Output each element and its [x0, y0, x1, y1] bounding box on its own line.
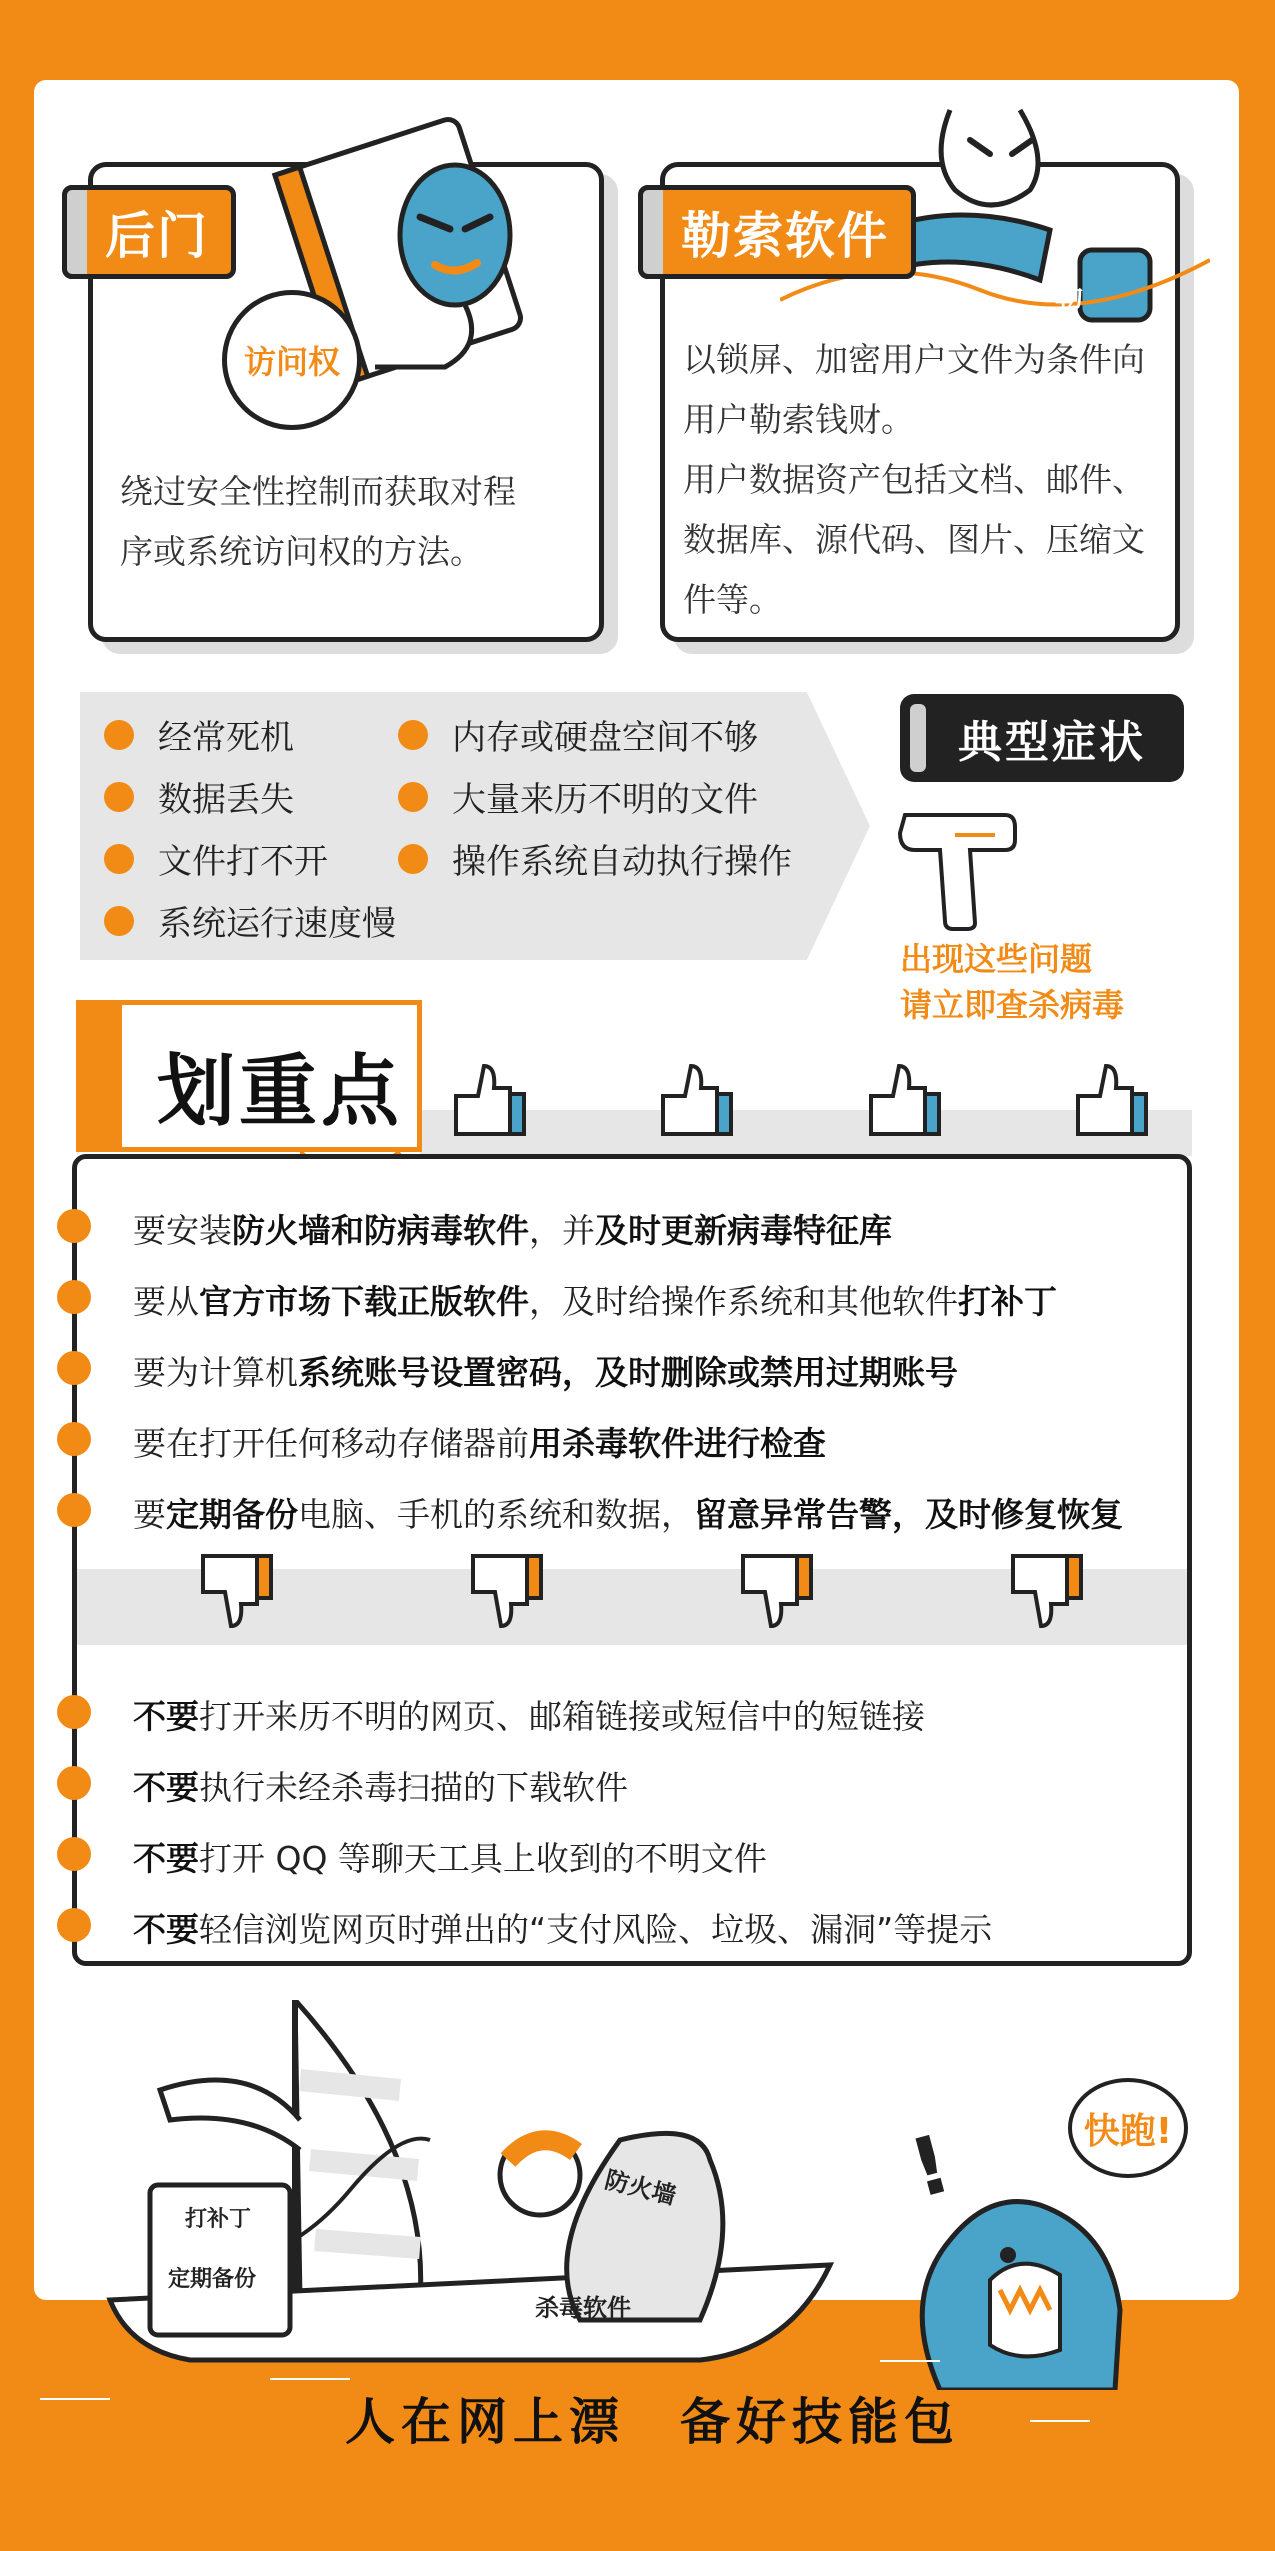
thumbs-down-icon [465, 1548, 545, 1632]
bullet-dot [57, 1837, 91, 1871]
ransomware-text-line: 用户勒索钱财。 [683, 400, 914, 439]
ransomware-text-line: 用户数据资产包括文档、邮件、 [683, 460, 1145, 499]
shout-text: 快跑! [1083, 2110, 1173, 2152]
bullet-dot [57, 1908, 91, 1942]
symptom-item [398, 710, 758, 759]
bullet-dot [57, 1493, 91, 1527]
dont-rule: 不要轻信浏览网页时弹出的“支付风险、垃圾、漏洞”等提示 [133, 1910, 993, 1949]
bullet-dot [57, 1766, 91, 1800]
symptom-item [398, 834, 792, 883]
symptom-item [104, 834, 328, 883]
sailboat-illustration [100, 2000, 840, 2370]
thermometer-gun-icon [895, 805, 1025, 935]
backdoor-description [120, 462, 516, 582]
ransomware-text-line: 数据库、源代码、图片、压缩文 [683, 520, 1145, 559]
symptom-item [398, 772, 758, 821]
symptom-text: 文件打不开 [158, 842, 328, 882]
thumbs-down-icon [735, 1548, 815, 1632]
ransomware-text-line: 件等。 [683, 580, 782, 619]
bullet-dot [398, 720, 428, 750]
do-rule: 要为计算机系统账号设置密码，及时删除或禁用过期账号 [133, 1353, 958, 1392]
thumbs-up-icon [448, 1060, 528, 1140]
dont-rule: 不要打开来历不明的网页、邮箱链接或短信中的短链接 [133, 1697, 925, 1736]
ransomware-label [638, 185, 916, 279]
exclaim-mark: ! [900, 2116, 960, 2217]
symptom-text: 系统运行速度慢 [158, 904, 396, 944]
symptoms-advice [900, 936, 1124, 1028]
sack-label-firewall: 防火墙 [602, 2165, 679, 2211]
water-line [270, 2378, 350, 2380]
key-points-title: 划重点 [157, 1047, 404, 1137]
backdoor-label-text: 后门 [105, 207, 209, 265]
slogan-left: 人在网上漂 [345, 2393, 625, 2451]
dont-rule: 不要打开 QQ 等聊天工具上收到的不明文件 [133, 1839, 767, 1878]
bullet-dot [57, 1422, 91, 1456]
bullet-dot [104, 906, 134, 936]
backdoor-label [62, 185, 236, 279]
bullet-dot [398, 844, 428, 874]
thumbs-down-icon [1005, 1548, 1085, 1632]
typical-symptoms-badge [900, 694, 1184, 782]
symptom-item [104, 710, 294, 759]
bullet-dot [104, 844, 134, 874]
bullet-dot [104, 720, 134, 750]
thumbs-up-icon [863, 1060, 943, 1140]
thumbs-up-icon [655, 1060, 735, 1140]
do-rule: 要安装防火墙和防病毒软件，并及时更新病毒特征库 [133, 1211, 892, 1250]
access-tag [222, 290, 362, 430]
do-rule: 要在打开任何移动存储器前用杀毒软件进行检查 [133, 1424, 826, 1463]
thumbs-up-icon [1070, 1060, 1150, 1140]
symptom-text: 内存或硬盘空间不够 [452, 718, 758, 758]
slogan-right: 备好技能包 [680, 2393, 960, 2451]
symptom-text: 大量来历不明的文件 [452, 780, 758, 820]
symptom-text: 操作系统自动执行操作 [452, 842, 792, 882]
water-line [40, 2398, 110, 2400]
backdoor-text-line: 序或系统访问权的方法。 [120, 532, 483, 571]
ransomware-description [683, 330, 1145, 630]
bullet-dot [57, 1695, 91, 1729]
thumbs-down-icon [195, 1548, 275, 1632]
symptom-item [104, 772, 294, 821]
symptom-item [104, 896, 396, 945]
do-rule: 要定期备份电脑、手机的系统和数据，留意异常告警，及时修复恢复 [133, 1495, 1123, 1534]
box-label-backup: 定期备份 [168, 2267, 257, 2292]
key-points-title-box [82, 1000, 422, 1152]
access-tag-text: 访问权 [243, 343, 340, 381]
typical-symptoms-text: 典型症状 [958, 717, 1146, 768]
do-rule: 要从官方市场下载正版软件，及时给操作系统和其他软件打补丁 [133, 1282, 1057, 1321]
water-line [1030, 2420, 1090, 2422]
bullet-dot [57, 1351, 91, 1385]
bullet-dot [104, 782, 134, 812]
advice-line: 请立即查杀病毒 [900, 986, 1125, 1024]
symptom-text: 经常死机 [158, 718, 294, 758]
shout-bubble [1068, 2078, 1188, 2178]
water-line [880, 2360, 940, 2362]
advice-line: 出现这些问题 [900, 940, 1093, 978]
ransomware-text-line: 以锁屏、加密用户文件为条件向 [683, 340, 1145, 379]
backdoor-text-line: 绕过安全性控制而获取对程 [120, 472, 516, 511]
box-label-patch: 打补丁 [185, 2207, 252, 2232]
bullet-dot [57, 1209, 91, 1243]
dont-rule: 不要执行未经杀毒扫描的下载软件 [133, 1768, 628, 1807]
ransomware-label-text: 勒索软件 [681, 207, 889, 265]
symptom-text: 数据丢失 [158, 780, 294, 820]
sack-label-antivirus: 杀毒软件 [535, 2294, 631, 2322]
ransom-tag: 勒 [1055, 280, 1084, 313]
bullet-dot [398, 782, 428, 812]
bullet-dot [57, 1280, 91, 1314]
